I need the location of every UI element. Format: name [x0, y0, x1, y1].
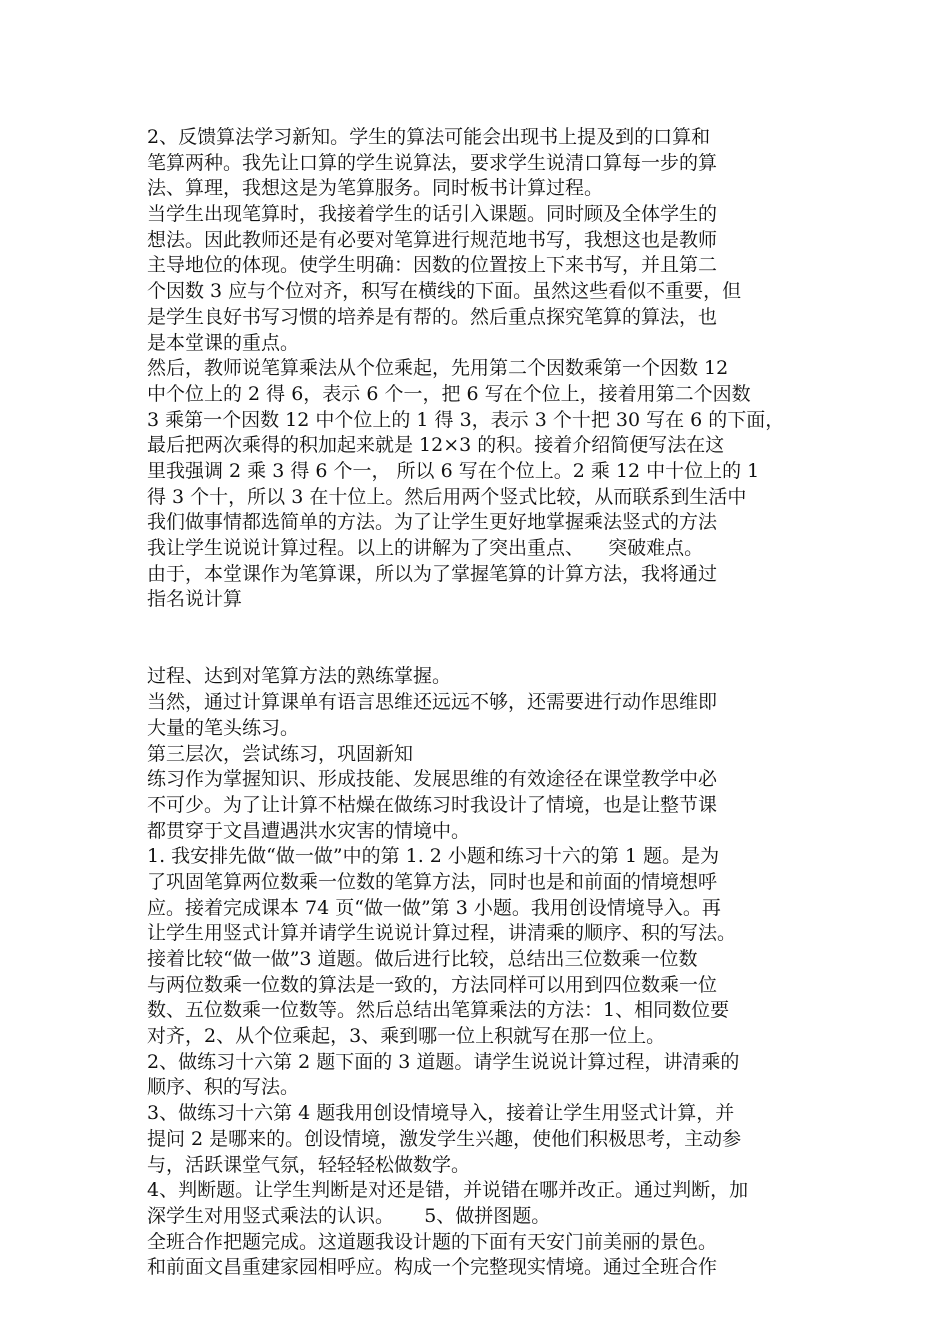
text-line: 与两位数乘一位数的算法是一致的，方法同样可以用到四位数乘一位	[147, 973, 718, 996]
text-line: 2、反馈算法学习新知。学生的算法可能会出现书上提及到的口算和	[147, 126, 711, 148]
body-section-1	[147, 125, 817, 613]
text-line: 里我强调 2 乘 3 得 6 个一， 所以 6 写在个位上。2 乘 12 中十位上的 1	[147, 459, 760, 482]
body-section-2	[147, 664, 817, 1281]
text-line: 最后把两次乘得的积加起来就是 12×3 的积。接着介绍简便写法在这	[147, 434, 725, 457]
text-line: 1. 我安排先做“做一做”中的第 1. 2 小题和练习十六的第 1 题。是为	[147, 845, 720, 868]
text-line: 对齐，2、从个位乘起，3、乘到哪一位上积就写在那一位上。	[147, 1025, 666, 1048]
text-line: 然后，教师说笔算乘法从个位乘起，先用第二个因数乘第一个因数 12	[147, 357, 729, 380]
text-line: 是学生良好书写习惯的培养是有帮的。然后重点探究笔算的算法，也	[147, 305, 718, 328]
text-line: 个因数 3 应与个位对齐，积写在横线的下面。虽然这些看似不重要，但	[147, 280, 742, 303]
text-line: 4、判断题。让学生判断是对还是错，并说错在哪并改正。通过判断，加	[147, 1179, 749, 1202]
text-line: 是本堂课的重点。	[147, 331, 300, 354]
text-line: 得 3 个十，所以 3 在十位上。然后用两个竖式比较，从而联系到生活中	[147, 485, 747, 508]
text-line: 主导地位的体现。使学生明确：因数的位置按上下来书写，并且第二	[147, 254, 718, 277]
text-line: 想法。因此教师还是有必要对笔算进行规范地书写，我想这也是教师	[147, 228, 718, 251]
text-line: 法、算理，我想这是为笔算服务。同时板书计算过程。	[147, 177, 604, 200]
text-line: 我让学生说说计算过程。以上的讲解为了突出重点、 突破难点。	[147, 537, 704, 559]
text-line: 当然，通过计算课单有语言思维还远远不够，还需要进行动作思维即	[147, 691, 718, 714]
text-line: 了巩固笔算两位数乘一位数的笔算方法，同时也是和前面的情境想呼	[147, 870, 718, 893]
text-line: 大量的笔头练习。	[147, 716, 300, 739]
text-line: 过程、达到对笔算方法的熟练掌握。	[147, 665, 452, 688]
text-line: 我们做事情都选简单的方法。为了让学生更好地掌握乘法竖式的方法	[147, 511, 718, 534]
text-line: 第三层次，尝试练习，巩固新知	[147, 742, 414, 765]
text-line: 2、做练习十六第 2 题下面的 3 道题。请学生说说计算过程，讲清乘的	[147, 1050, 740, 1073]
text-line: 3、做练习十六第 4 题我用创设情境导入，接着让学生用竖式计算，并	[147, 1102, 735, 1125]
text-line: 由于，本堂课作为笔算课，所以为了掌握笔算的计算方法，我将通过	[147, 562, 718, 585]
text-line: 让学生用竖式计算并请学生说说计算过程，讲清乘的顺序、积的写法。	[147, 922, 737, 945]
text-line: 3 乘第一个因数 12 中个位上的 1 得 3，表示 3 个十把 30 写在 6 的下面，	[147, 408, 785, 431]
text-line: 深学生对用竖式乘法的认识。 5、做拼图题。	[147, 1204, 551, 1227]
text-line: 全班合作把题完成。这道题我设计题的下面有天安门前美丽的景色。	[147, 1230, 718, 1253]
text-line: 应。接着完成课本 74 页“做一做”第 3 小题。我用创设情境导入。再	[147, 896, 721, 919]
text-line: 笔算两种。我先让口算的学生说算法，要求学生说清口算每一步的算	[147, 151, 718, 174]
paragraph-gap	[147, 613, 817, 664]
text-line: 和前面文昌重建家园相呼应。构成一个完整现实情境。通过全班合作	[147, 1256, 718, 1279]
text-line: 数、五位数乘一位数等。然后总结出笔算乘法的方法：1、相同数位要	[147, 999, 730, 1022]
text-line: 指名说计算	[147, 588, 243, 611]
text-line: 提问 2 是哪来的。创设情境，激发学生兴趣，使他们积极思考，主动参	[147, 1127, 742, 1150]
text-line: 练习作为掌握知识、形成技能、发展思维的有效途径在课堂教学中必	[147, 768, 718, 791]
text-line: 接着比较“做一做”3 道题。做后进行比较，总结出三位数乘一位数	[147, 948, 698, 971]
text-line: 都贯穿于文昌遭遇洪水灾害的情境中。	[147, 819, 471, 842]
text-line: 与，活跃课堂气氛，轻轻轻松做数学。	[147, 1153, 471, 1176]
text-line: 不可少。为了让计算不枯燥在做练习时我设计了情境，也是让整节课	[147, 793, 718, 816]
text-line: 顺序、积的写法。	[147, 1076, 300, 1099]
text-line: 中个位上的 2 得 6，表示 6 个一，把 6 写在个位上，接着用第二个因数	[147, 382, 751, 405]
text-line: 当学生出现笔算时，我接着学生的话引入课题。同时顾及全体学生的	[147, 203, 718, 226]
document-body	[147, 125, 817, 1281]
